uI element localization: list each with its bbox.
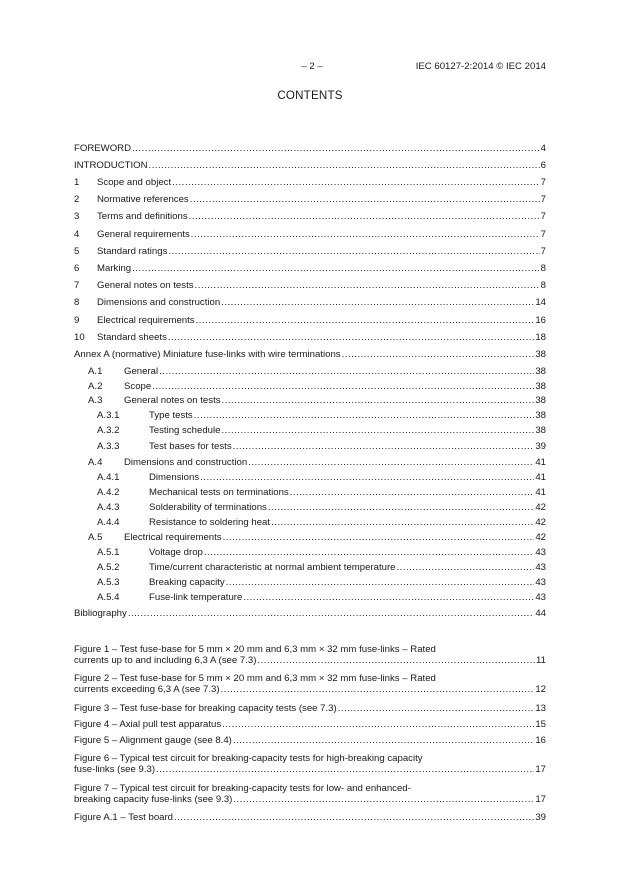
toc-entry-page: 39 bbox=[535, 441, 546, 452]
toc-entry[interactable] bbox=[88, 394, 546, 407]
toc-entry-label: General notes on tests bbox=[124, 395, 221, 406]
dot-leader bbox=[233, 793, 534, 806]
toc-entry-page: 43 bbox=[535, 547, 546, 558]
toc-entry-label: Testing schedule bbox=[149, 425, 221, 436]
toc-entry-label: FOREWORD bbox=[74, 143, 132, 154]
dot-leader bbox=[200, 471, 534, 484]
figure-caption-line: Figure 6 – Typical test circuit for breaking-capacity tests for high-breaking capacity bbox=[74, 753, 423, 764]
toc-entry-page: 42 bbox=[535, 502, 546, 513]
toc-entry-number: A.4.4 bbox=[97, 517, 120, 528]
toc-entry-label: Bibliography bbox=[74, 608, 127, 619]
toc-entry-label: Terms and definitions bbox=[97, 211, 188, 222]
toc-entry-number: 4 bbox=[74, 229, 80, 240]
toc-entry[interactable] bbox=[88, 456, 546, 469]
toc-entry-number: 8 bbox=[74, 297, 80, 308]
figure-caption-line: Figure 7 – Typical test circuit for breaking-capacity tests for low- and enhanced- bbox=[74, 783, 411, 794]
toc-entry-label: Resistance to soldering heat bbox=[149, 517, 271, 528]
toc-entry-label: Standard ratings bbox=[97, 246, 168, 257]
dot-leader bbox=[248, 456, 534, 469]
toc-entry-page: 8 bbox=[540, 263, 546, 274]
toc-entry-number: A.3.3 bbox=[97, 441, 120, 452]
figure-entry-page: 17 bbox=[535, 764, 546, 775]
dot-leader bbox=[226, 576, 535, 589]
toc-entry-label: Normative references bbox=[97, 194, 189, 205]
toc-entry-number: A.5.1 bbox=[97, 547, 120, 558]
dot-leader bbox=[189, 210, 540, 223]
toc-entry-page: 38 bbox=[535, 381, 546, 392]
toc-entry-number: 7 bbox=[74, 280, 80, 291]
figure-entry-page: 11 bbox=[536, 655, 546, 666]
toc-entry-number: 5 bbox=[74, 246, 80, 257]
toc-entry-label: Electrical requirements bbox=[124, 532, 222, 543]
toc-entry-page: 41 bbox=[535, 472, 546, 483]
dot-leader bbox=[233, 734, 534, 747]
toc-entry-number: A.5.2 bbox=[97, 562, 120, 573]
dot-leader bbox=[290, 486, 535, 499]
dot-leader bbox=[338, 702, 535, 715]
toc-entry-page: 7 bbox=[540, 229, 546, 240]
dot-leader bbox=[159, 365, 534, 378]
toc-entry-label: Annex A (normative) Miniature fuse-links with wire terminations bbox=[74, 349, 341, 360]
toc-entry-page: 4 bbox=[540, 143, 546, 154]
toc-entry[interactable] bbox=[97, 576, 546, 589]
toc-entry[interactable] bbox=[97, 440, 546, 453]
toc-entry-label: Test bases for tests bbox=[149, 441, 232, 452]
toc-entry-label: Dimensions bbox=[149, 472, 200, 483]
toc-entry[interactable] bbox=[88, 380, 546, 393]
figure-entry-page: 16 bbox=[535, 735, 546, 746]
toc-entry-page: 6 bbox=[540, 160, 546, 171]
toc-entry[interactable] bbox=[74, 331, 546, 344]
toc-entry-label: Dimensions and construction bbox=[124, 457, 248, 468]
toc-entry-page: 7 bbox=[540, 177, 546, 188]
toc-entry-label: Mechanical tests on terminations bbox=[149, 487, 289, 498]
toc-entry-page: 18 bbox=[535, 332, 546, 343]
toc-entry-label: Solderability of terminations bbox=[149, 502, 267, 513]
toc-entry-label: Standard sheets bbox=[97, 332, 167, 343]
toc-entry-page: 43 bbox=[535, 562, 546, 573]
toc-entry-label: General notes on tests bbox=[97, 280, 194, 291]
dot-leader bbox=[195, 279, 540, 292]
toc-entry-page: 7 bbox=[540, 246, 546, 257]
toc-entry-label: Scope and object bbox=[97, 177, 172, 188]
toc-entry[interactable] bbox=[74, 245, 546, 258]
dot-leader bbox=[132, 142, 540, 155]
dot-leader bbox=[191, 228, 540, 241]
toc-entry-page: 38 bbox=[535, 410, 546, 421]
dot-leader bbox=[221, 296, 534, 309]
dot-leader bbox=[168, 331, 534, 344]
toc-entry-page: 44 bbox=[535, 608, 546, 619]
dot-leader bbox=[397, 561, 535, 574]
toc-entry-page: 41 bbox=[535, 457, 546, 468]
toc-entry-number: A.4.2 bbox=[97, 487, 120, 498]
toc-entry[interactable] bbox=[74, 142, 546, 155]
toc-entry-label: Scope bbox=[124, 381, 152, 392]
dot-leader bbox=[196, 314, 535, 327]
toc-entry[interactable] bbox=[74, 296, 546, 309]
toc-entry-number: A.3.1 bbox=[97, 410, 120, 421]
figure-entry-page: 17 bbox=[535, 794, 546, 805]
dot-leader bbox=[271, 516, 534, 529]
dot-leader bbox=[194, 409, 535, 422]
page-title: CONTENTS bbox=[277, 89, 343, 102]
toc-entry[interactable] bbox=[74, 228, 546, 241]
toc-entry-number: A.5.4 bbox=[97, 592, 120, 603]
figure-caption-label: Figure 5 – Alignment gauge (see 8.4) bbox=[74, 735, 232, 746]
toc-entry[interactable] bbox=[88, 365, 546, 378]
dot-leader bbox=[190, 193, 540, 206]
toc-entry-page: 42 bbox=[535, 532, 546, 543]
toc-entry-number: 9 bbox=[74, 315, 80, 326]
toc-entry-number: A.4 bbox=[88, 457, 103, 468]
toc-entry[interactable] bbox=[74, 607, 546, 620]
toc-entry[interactable] bbox=[97, 516, 546, 529]
toc-entry[interactable] bbox=[74, 176, 546, 189]
toc-entry-page: 38 bbox=[535, 349, 546, 360]
dot-leader bbox=[342, 348, 535, 361]
dot-leader bbox=[221, 683, 535, 696]
dot-leader bbox=[132, 262, 540, 275]
toc-entry-label: Dimensions and construction bbox=[97, 297, 221, 308]
toc-entry-label: Electrical requirements bbox=[97, 315, 195, 326]
toc-entry-label: General requirements bbox=[97, 229, 190, 240]
toc-entry-page: 8 bbox=[540, 280, 546, 291]
dot-leader bbox=[257, 654, 535, 667]
toc-entry[interactable] bbox=[74, 159, 546, 172]
toc-entry-page: 41 bbox=[535, 487, 546, 498]
toc-entry[interactable] bbox=[97, 471, 546, 484]
dot-leader bbox=[128, 607, 535, 620]
toc-entry[interactable] bbox=[97, 501, 546, 514]
figure-caption-label: currents exceeding 6,3 A (see 7.3) bbox=[74, 684, 220, 695]
toc-entry-number: A.4.3 bbox=[97, 502, 120, 513]
toc-entry-page: 14 bbox=[535, 297, 546, 308]
figure-caption-line: Figure 2 – Test fuse-base for 5 mm × 20 mm and 6,3 mm × 32 mm fuse-links – Rated bbox=[74, 673, 436, 684]
toc-entry-page: 7 bbox=[540, 211, 546, 222]
toc-entry-page: 7 bbox=[540, 194, 546, 205]
figure-caption-label: Figure A.1 – Test board bbox=[74, 812, 174, 823]
dot-leader bbox=[152, 380, 534, 393]
toc-entry-label: Type tests bbox=[149, 410, 193, 421]
figure-caption-label: fuse-links (see 9.3) bbox=[74, 764, 156, 775]
toc-entry[interactable] bbox=[74, 348, 546, 361]
header-standard-reference: IEC 60127-2:2014 © IEC 2014 bbox=[415, 61, 546, 72]
toc-entry[interactable] bbox=[74, 279, 546, 292]
toc-entry-label: Fuse-link temperature bbox=[149, 592, 243, 603]
dot-leader bbox=[221, 424, 534, 437]
toc-entry-label: INTRODUCTION bbox=[74, 160, 148, 171]
toc-entry[interactable] bbox=[88, 531, 546, 544]
toc-entry-number: A.5 bbox=[88, 532, 103, 543]
toc-entry-number: A.4.1 bbox=[97, 472, 120, 483]
toc-entry[interactable] bbox=[74, 314, 546, 327]
toc-entry-number: 6 bbox=[74, 263, 80, 274]
toc-entry-number: A.5.3 bbox=[97, 577, 120, 588]
toc-entry-label: Voltage drop bbox=[149, 547, 203, 558]
figure-caption-line: Figure 1 – Test fuse-base for 5 mm × 20 mm and 6,3 mm × 32 mm fuse-links – Rated bbox=[74, 644, 436, 655]
dot-leader bbox=[243, 591, 534, 604]
dot-leader bbox=[168, 245, 539, 258]
dot-leader bbox=[149, 159, 540, 172]
toc-entry[interactable] bbox=[97, 424, 546, 437]
toc-entry-number: A.1 bbox=[88, 366, 103, 377]
figure-entry-page: 13 bbox=[535, 703, 546, 714]
toc-entry-number: 2 bbox=[74, 194, 80, 205]
figure-caption-label: Figure 3 – Test fuse-base for breaking capacity tests (see 7.3) bbox=[74, 703, 337, 714]
dot-leader bbox=[172, 176, 540, 189]
header-page-number: – 2 – bbox=[301, 61, 323, 72]
toc-entry[interactable] bbox=[97, 546, 546, 559]
dot-leader bbox=[222, 718, 534, 731]
toc-entry[interactable] bbox=[97, 486, 546, 499]
toc-entry-page: 43 bbox=[535, 592, 546, 603]
toc-entry-number: A.3 bbox=[88, 395, 103, 406]
dot-leader bbox=[156, 763, 534, 776]
toc-entry[interactable] bbox=[97, 409, 546, 422]
dot-leader bbox=[204, 546, 534, 559]
figure-caption-label: breaking capacity fuse-links (see 9.3) bbox=[74, 794, 233, 805]
toc-entry-number: 1 bbox=[74, 177, 80, 188]
toc-entry-page: 42 bbox=[535, 517, 546, 528]
toc-entry-label: Marking bbox=[97, 263, 132, 274]
dot-leader bbox=[233, 440, 535, 453]
toc-entry[interactable] bbox=[74, 193, 546, 206]
dot-leader bbox=[268, 501, 534, 514]
toc-entry[interactable] bbox=[74, 210, 546, 223]
toc-entry-page: 43 bbox=[535, 577, 546, 588]
toc-entry-label: Time/current characteristic at normal ambient temperature bbox=[149, 562, 396, 573]
dot-leader bbox=[223, 531, 535, 544]
toc-entry-label: Breaking capacity bbox=[149, 577, 225, 588]
toc-entry-label: General bbox=[124, 366, 159, 377]
toc-entry-number: A.2 bbox=[88, 381, 103, 392]
toc-entry[interactable] bbox=[97, 591, 546, 604]
toc-entry-page: 38 bbox=[535, 425, 546, 436]
figure-caption-label: Figure 4 – Axial pull test apparatus bbox=[74, 719, 222, 730]
toc-entry-page: 38 bbox=[535, 395, 546, 406]
figure-caption-label: currents up to and including 6,3 A (see 7.3) bbox=[74, 655, 257, 666]
toc-entry-number: A.3.2 bbox=[97, 425, 120, 436]
dot-leader bbox=[222, 394, 535, 407]
figure-entry-page: 12 bbox=[535, 684, 546, 695]
toc-entry-number: 3 bbox=[74, 211, 80, 222]
toc-entry-page: 38 bbox=[535, 366, 546, 377]
toc-entry[interactable] bbox=[97, 561, 546, 574]
toc-entry-number: 10 bbox=[74, 332, 85, 343]
toc-entry[interactable] bbox=[74, 262, 546, 275]
figure-entry-page: 15 bbox=[535, 719, 546, 730]
dot-leader bbox=[174, 811, 534, 824]
figure-entry-page: 39 bbox=[535, 812, 546, 823]
toc-entry-page: 16 bbox=[535, 315, 546, 326]
